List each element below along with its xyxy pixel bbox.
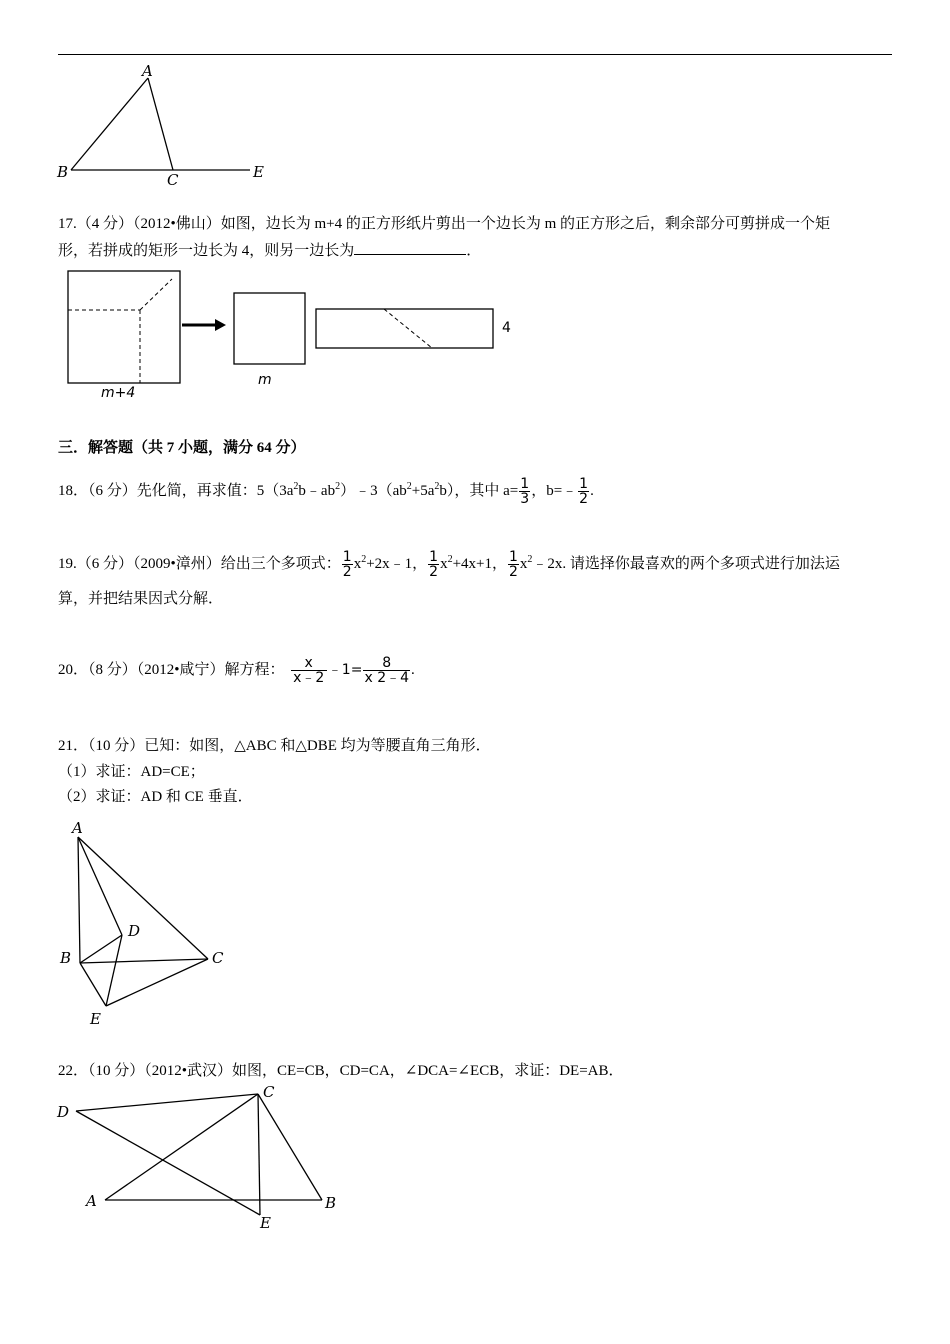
q17-line2 <box>58 240 481 261</box>
q18-part3: ）﹣3（ab <box>340 483 407 499</box>
q19-prefix: 19.（6 分）（2009•漳州）给出三个多项式： <box>58 556 341 572</box>
label-c: C <box>263 1083 275 1101</box>
fraction-eq1: $\frac{x}{x﹣2}$ <box>291 656 327 685</box>
q20-line: 20．（8 分）（2012•咸宁）解方程： $\frac{x}{x﹣2}$ ﹣1= $\frac{8}{x 2﹣4}$ . <box>58 655 415 687</box>
label-e: E <box>260 1214 271 1232</box>
label-a: A <box>86 1192 97 1210</box>
label-d: D <box>57 1103 70 1121</box>
q19-line1: 19.（6 分）（2009•漳州）给出三个多项式： $\frac{1}{2}$ $x^2+2x﹣1$， $\frac{1}{2}$ $x^2+4x+1$， $\frac{1}{2}$ $x^2﹣2x$. 请选择你最喜欢的两个多项式进行加法运 <box>58 549 840 581</box>
section-heading: 三．解答题（共 7 小题，满分 64 分） <box>58 440 306 456</box>
fraction-half-1: $\frac{1}{2}$ <box>342 549 352 581</box>
label-b: B <box>57 163 69 181</box>
triangle-figure-dcaeb <box>60 1085 360 1225</box>
q19-poly2: +4x+1， <box>452 556 507 572</box>
fraction-eq2: $\frac{8}{x 2﹣4}$ <box>364 655 410 687</box>
q18-part1: 18．（6 分）先化简，再求值：5（3a <box>58 483 294 499</box>
answer-blank <box>354 240 466 255</box>
q18-line: 18．（6 分）先化简，再求值：$5(3a^2b﹣ab^2)﹣3(ab^2+5a^2b)$，其中 a= $\frac{1}{3}$ ，b=﹣ $\frac{1}{2}$ . <box>58 476 594 508</box>
label-b: B <box>325 1194 337 1212</box>
label-4: 4 <box>502 320 511 336</box>
label-e: E <box>90 1010 101 1028</box>
q17-text: 形，若拼成的矩形一边长为 4，则另一边长为 <box>58 243 355 259</box>
label-c: C <box>167 171 179 189</box>
q18-part2: b﹣ab <box>298 483 336 499</box>
fraction-half-2: $\frac{1}{2}$ <box>429 549 439 581</box>
square-cut-figure <box>60 265 520 385</box>
label-a: A <box>142 62 153 80</box>
q21-line3: （2）求证：AD 和 CE 垂直． <box>58 789 253 805</box>
top-rule <box>58 54 892 55</box>
label-m: m <box>258 372 272 388</box>
label-b: B <box>60 949 72 967</box>
q17-line1: 17.（4 分）（2012•佛山）如图，边长为 m+4 的正方形纸片剪出一个边长为 m 的正方形之后，剩余部分可剪拼成一个矩 <box>58 216 831 232</box>
q18-part5: b），其中 a= <box>439 483 519 499</box>
q19-line2: 算，并把结果因式分解． <box>58 591 224 607</box>
q17-end: ． <box>466 243 482 259</box>
fraction-half-3: $\frac{1}{2}$ <box>509 549 518 581</box>
q19-poly3: ﹣2x. 请选择你最喜欢的两个多项式进行加法运 <box>532 556 840 572</box>
fraction-a: $\frac{1}{3}$ <box>520 476 530 508</box>
q20-prefix: 20．（8 分）（2012•咸宁）解方程： <box>58 662 285 678</box>
q20-mid: ﹣1= <box>327 662 363 678</box>
label-a: A <box>72 819 83 837</box>
label-c: C <box>212 949 224 967</box>
triangle-figure-abcde <box>60 820 260 1030</box>
q22-line1: 22．（10 分）（2012•武汉）如图，CE=CB，CD=CA，∠DCA=∠ECB，求证：DE=AB． <box>58 1063 624 1079</box>
label-m-plus-4: m+4 <box>101 385 136 401</box>
q18-part4: +5a <box>411 483 435 499</box>
q18-part6: ，b=﹣ <box>531 483 578 499</box>
label-d: D <box>128 922 141 940</box>
q21-line1: 21．（10 分）已知：如图，△ABC 和△DBE 均为等腰直角三角形． <box>58 738 491 754</box>
label-e: E <box>253 163 264 181</box>
q21-line2: （1）求证：AD=CE； <box>58 764 205 780</box>
fraction-b: $\frac{1}{2}$ <box>579 476 589 508</box>
q19-poly1: +2x﹣1， <box>366 556 428 572</box>
